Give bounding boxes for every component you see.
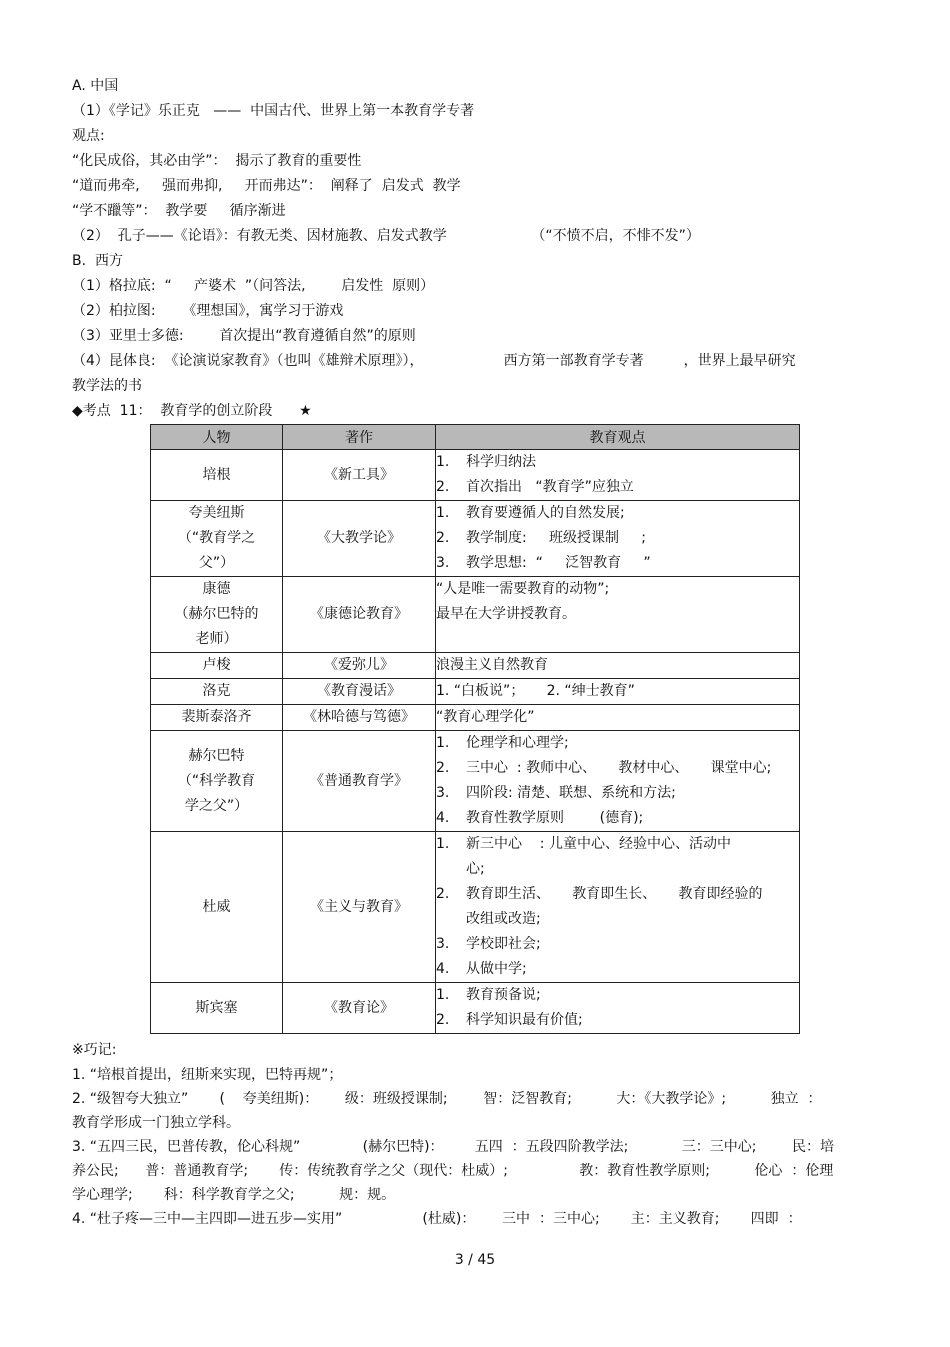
viewpoints-cell bbox=[436, 679, 800, 705]
person-name-line: 父”） bbox=[198, 555, 235, 571]
item-text: 浪漫主义自然教育 bbox=[436, 657, 548, 673]
item-number: 3. bbox=[436, 936, 450, 952]
work-cell: 《爱弥儿》 bbox=[283, 653, 436, 679]
education-founders-table bbox=[150, 424, 800, 1034]
item-text: 从做中学; bbox=[466, 961, 527, 977]
item-text: 1. “白板说”； 2. “绅士教育” bbox=[436, 683, 635, 699]
intro-line: B. 西方 bbox=[72, 253, 123, 269]
intro-line: “道而弗牵, 强而弗抑, 开而弗达”： 阐释了 启发式 教学 bbox=[72, 178, 461, 194]
table-row bbox=[151, 832, 800, 983]
viewpoint-item bbox=[436, 501, 799, 526]
mnemonic-title: ※巧记: bbox=[72, 1042, 117, 1058]
viewpoint-item bbox=[436, 781, 799, 806]
table-row bbox=[151, 679, 800, 705]
viewpoints-cell bbox=[436, 731, 800, 832]
viewpoint-item bbox=[436, 450, 799, 475]
viewpoint-item bbox=[436, 705, 799, 730]
work-cell: 《康德论教育》 bbox=[283, 577, 436, 653]
item-number: 3. bbox=[436, 785, 450, 801]
person-cell bbox=[151, 653, 283, 679]
viewpoints-cell bbox=[436, 705, 800, 731]
item-text: 教育性教学原则 (德育); bbox=[466, 810, 644, 826]
item-number: 2. bbox=[436, 760, 450, 776]
viewpoints-cell bbox=[436, 653, 800, 679]
item-number: 1. bbox=[436, 454, 450, 470]
item-number: 1. bbox=[436, 836, 450, 852]
person-name-line: 杜威 bbox=[202, 898, 231, 915]
viewpoint-item bbox=[436, 679, 799, 704]
item-text: 学校即社会; bbox=[466, 936, 541, 952]
item-text: 伦理学和心理学; bbox=[466, 735, 569, 751]
item-text bbox=[436, 627, 799, 652]
document-page bbox=[72, 74, 872, 1231]
intro-line: “学不躐等”： 教学要 循序渐进 bbox=[72, 203, 286, 219]
viewpoint-item bbox=[436, 957, 799, 982]
viewpoint-item bbox=[436, 577, 799, 602]
item-number: 2. bbox=[436, 886, 450, 902]
viewpoint-item bbox=[436, 475, 799, 500]
item-number: 1. bbox=[436, 735, 450, 751]
mnemonic-item: 3. “五四三民，巴普传教，伦心科规” (赫尔巴特)： 五四 ：五段四阶教学法; 三：三中心; 民：培 养公民; 普：普通教育学; 传：传统教育学之父（现代：杜威）; 教：教育性教学原则; 伦心 ：伦理 学心理学; 科：科学教育学之父; 规：规。 bbox=[72, 1139, 835, 1203]
work-cell: 《主义与教育》 bbox=[283, 832, 436, 983]
viewpoint-item bbox=[436, 756, 799, 781]
viewpoint-item bbox=[436, 983, 799, 1008]
item-text: 四阶段: 清楚、联想、系统和方法; bbox=[466, 785, 676, 801]
work-cell: 《教育论》 bbox=[283, 983, 436, 1034]
mnemonic-list bbox=[72, 1063, 872, 1231]
viewpoint-item bbox=[436, 882, 799, 932]
person-cell bbox=[151, 450, 283, 501]
person-cell bbox=[151, 832, 283, 983]
viewpoint-item bbox=[436, 653, 799, 678]
item-text: 教育预备说; bbox=[466, 987, 541, 1003]
viewpoint-item bbox=[436, 932, 799, 957]
item-text: 最早在大学讲授教育。 bbox=[436, 606, 576, 622]
mnemonic-item: 1. “培根首提出，纽斯来实现，巴特再规”； bbox=[72, 1067, 343, 1083]
person-name-line: 学之父”） bbox=[184, 797, 249, 814]
viewpoint-item bbox=[436, 526, 799, 551]
person-name-line: 夸美纽斯 bbox=[188, 505, 245, 521]
item-number: 1. bbox=[436, 987, 450, 1003]
person-name-line: （赫尔巴特的 bbox=[174, 606, 259, 622]
table-row bbox=[151, 501, 800, 577]
intro-line: （1）《学记》乐正克 —— 中国古代、世界上第一本教育学专著 bbox=[72, 103, 475, 119]
viewpoints-cell bbox=[436, 983, 800, 1034]
viewpoints-cell bbox=[436, 501, 800, 577]
intro-line: （2）柏拉图: 《理想国》，寓学习于游戏 bbox=[72, 303, 344, 319]
person-name-line: （“教育学之 bbox=[177, 530, 256, 546]
item-number: 3. bbox=[436, 555, 450, 571]
item-number: 4. bbox=[436, 810, 450, 826]
person-name-line: 裴斯泰洛齐 bbox=[181, 709, 252, 725]
item-text: “人是唯一需要教育的动物”; bbox=[436, 581, 610, 597]
table-row bbox=[151, 653, 800, 679]
person-cell bbox=[151, 731, 283, 832]
table-row bbox=[151, 450, 800, 501]
item-number: 2. bbox=[436, 1012, 450, 1028]
table-row bbox=[151, 731, 800, 832]
viewpoint-item bbox=[436, 551, 799, 576]
page-number: 3 / 45 bbox=[454, 1252, 496, 1268]
work-cell: 《普通教育学》 bbox=[283, 731, 436, 832]
intro-line: （2） 孔子——《论语》：有教无类、因材施教、启发式教学 （“不愤不启，不悱不发”） bbox=[72, 228, 700, 244]
item-text: 三中心 : 教师中心、 教材中心、 课堂中心; bbox=[466, 760, 772, 776]
work-cell: 《新工具》 bbox=[283, 450, 436, 501]
person-name-line: （“科学教育 bbox=[177, 772, 256, 789]
viewpoint-item bbox=[436, 731, 799, 756]
item-number: 4. bbox=[436, 961, 450, 977]
item-number: 2. bbox=[436, 530, 450, 546]
item-number: 2. bbox=[436, 479, 450, 495]
viewpoint-item bbox=[436, 602, 799, 627]
person-cell bbox=[151, 983, 283, 1034]
person-name-line: 培根 bbox=[202, 466, 231, 483]
person-cell bbox=[151, 577, 283, 653]
person-name-line: 斯宾塞 bbox=[195, 999, 238, 1016]
work-cell: 《教育漫话》 bbox=[283, 679, 436, 705]
item-text: 教学思想: “ 泛智教育 ” bbox=[466, 555, 651, 571]
person-cell bbox=[151, 679, 283, 705]
intro-line: （3）亚里士多德: 首次提出“教育遵循自然”的原则 bbox=[72, 328, 416, 344]
viewpoints-cell bbox=[436, 450, 800, 501]
item-text: 科学归纳法 bbox=[466, 454, 536, 470]
person-cell bbox=[151, 501, 283, 577]
table-row bbox=[151, 983, 800, 1034]
person-name-line: 老师） bbox=[195, 631, 238, 647]
mnemonic-item: 4. “杜子疼—三中—主四即—进五步—实用” (杜威)： 三中 ：三中心; 主：主义教育; 四即 ： bbox=[72, 1211, 802, 1227]
item-text: 教育即生活、 教育即生长、 教育即经验的 改组或改造; bbox=[466, 886, 763, 927]
item-number: 1. bbox=[436, 505, 450, 521]
person-name-line: 赫尔巴特 bbox=[188, 747, 245, 764]
intro-section bbox=[72, 74, 872, 399]
viewpoint-item bbox=[436, 627, 799, 652]
viewpoints-cell bbox=[436, 832, 800, 983]
intro-line: （4）昆体良: 《论演说家教育》（也叫《雄辩术原理》）， 西方第一部教育学专著 ，世界上最早研究 bbox=[72, 353, 796, 369]
table-header-row bbox=[151, 425, 800, 450]
person-name-line: 卢梭 bbox=[202, 657, 231, 673]
intro-line: A. 中国 bbox=[72, 78, 119, 94]
work-cell: 《大教学论》 bbox=[283, 501, 436, 577]
work-cell: 《林哈德与笃德》 bbox=[283, 705, 436, 731]
table-row bbox=[151, 577, 800, 653]
intro-line: 观点: bbox=[72, 128, 105, 144]
header-work: 著作 bbox=[283, 425, 436, 450]
header-person: 人物 bbox=[151, 425, 283, 450]
item-text: 科学知识最有价值; bbox=[466, 1012, 583, 1028]
person-cell bbox=[151, 705, 283, 731]
viewpoint-item bbox=[436, 1008, 799, 1033]
intro-line: （1）格拉底: “ 产婆术 ”（问答法, 启发性 原则） bbox=[72, 278, 435, 294]
item-text: 新三中心 : 儿童中心、经验中心、活动中 心; bbox=[466, 836, 731, 877]
viewpoint-item bbox=[436, 832, 799, 882]
person-name-line: 洛克 bbox=[202, 683, 231, 699]
table-row bbox=[151, 705, 800, 731]
mnemonic-item: 2. “级智夸大独立” ( 夸美纽斯)： 级：班级授课制; 智：泛智教育; 大：《大教学论》; 独立 ： 教育学形成一门独立学科。 bbox=[72, 1091, 822, 1131]
section-title: ◆考点 11： 教育学的创立阶段 ★ bbox=[72, 403, 312, 419]
header-viewpoints: 教育观点 bbox=[436, 425, 800, 450]
intro-line: 教学法的书 bbox=[72, 378, 142, 394]
intro-line: “化民成俗，其必由学”： 揭示了教育的重要性 bbox=[72, 153, 362, 169]
viewpoint-item bbox=[436, 806, 799, 831]
person-name-line: 康德 bbox=[202, 581, 231, 597]
item-text: 教育要遵循人的自然发展; bbox=[466, 505, 625, 521]
item-text: 教学制度: 班级授课制 ; bbox=[466, 530, 646, 546]
viewpoints-cell bbox=[436, 577, 800, 653]
item-text: “教育心理学化” bbox=[436, 709, 535, 725]
item-text: 首次指出 “教育学”应独立 bbox=[466, 479, 634, 495]
